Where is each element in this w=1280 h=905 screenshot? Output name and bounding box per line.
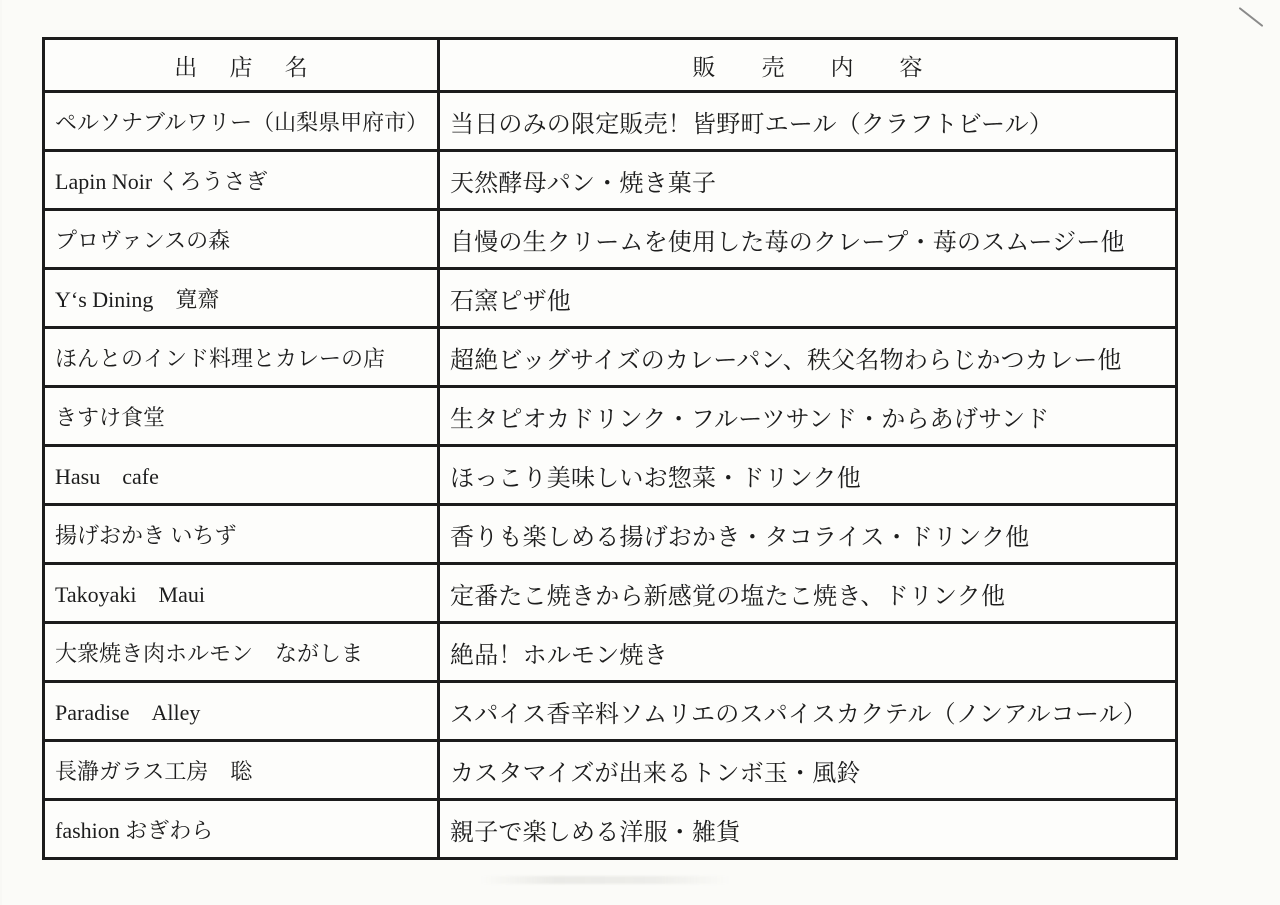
sale-items-cell: 自慢の生クリームを使用した苺のクレープ・苺のスムージー他 — [439, 210, 1177, 269]
shop-name-column-header: 出店名 — [44, 39, 439, 92]
sale-items-cell: 定番たこ焼きから新感覚の塩たこ焼き、ドリンク他 — [439, 564, 1177, 623]
sale-items-cell: 超絶ビッグサイズのカレーパン、秩父名物わらじかつカレー他 — [439, 328, 1177, 387]
shop-name-cell: ほんとのインド料理とカレーの店 — [44, 328, 439, 387]
shop-name-cell: 大衆焼き肉ホルモン ながしま — [44, 623, 439, 682]
table-row — [44, 328, 1177, 387]
shop-name-cell: Lapin Noir くろうさぎ — [44, 151, 439, 210]
table-row — [44, 682, 1177, 741]
shop-name-cell: Takoyaki Maui — [44, 564, 439, 623]
sale-items-cell: ほっこり美味しいお惣菜・ドリンク他 — [439, 446, 1177, 505]
sale-items-cell: 親子で楽しめる洋服・雑貨 — [439, 800, 1177, 859]
shop-name-cell: fashion おぎわら — [44, 800, 439, 859]
sale-items-cell: スパイス香辛料ソムリエのスパイスカクテル（ノンアルコール） — [439, 682, 1177, 741]
sale-items-cell: 石窯ピザ他 — [439, 269, 1177, 328]
table-row — [44, 210, 1177, 269]
table-row — [44, 623, 1177, 682]
shop-name-cell: 揚げおかき いちず — [44, 505, 439, 564]
sale-items-cell: 当日のみの限定販売！皆野町エール（クラフトビール） — [439, 92, 1177, 151]
table-row — [44, 269, 1177, 328]
shop-name-cell: Hasu cafe — [44, 446, 439, 505]
table-row — [44, 151, 1177, 210]
table-row — [44, 505, 1177, 564]
shop-name-cell: プロヴァンスの森 — [44, 210, 439, 269]
table-row — [44, 564, 1177, 623]
vendor-table — [42, 37, 1178, 860]
sale-items-cell: 絶品！ホルモン焼き — [439, 623, 1177, 682]
table-row — [44, 387, 1177, 446]
sale-items-column-header: 販売内容 — [439, 39, 1177, 92]
table-row — [44, 446, 1177, 505]
sale-items-cell: 香りも楽しめる揚げおかき・タコライス・ドリンク他 — [439, 505, 1177, 564]
shop-name-cell: きすけ食堂 — [44, 387, 439, 446]
sale-items-cell: 天然酵母パン・焼き菓子 — [439, 151, 1177, 210]
shop-name-cell: ペルソナブルワリー（山梨県甲府市） — [44, 92, 439, 151]
shop-name-cell: Paradise Alley — [44, 682, 439, 741]
scan-artifact-smudge — [480, 876, 730, 884]
table-header-row — [44, 39, 1177, 92]
sale-items-cell: カスタマイズが出来るトンボ玉・風鈴 — [439, 741, 1177, 800]
scan-artifact-line — [1239, 7, 1264, 27]
shop-name-cell: 長瀞ガラス工房 聡 — [44, 741, 439, 800]
shop-name-cell: Y‘s Dining 寛齋 — [44, 269, 439, 328]
sale-items-cell: 生タピオカドリンク・フルーツサンド・からあげサンド — [439, 387, 1177, 446]
table-row — [44, 741, 1177, 800]
table-row — [44, 92, 1177, 151]
table-row — [44, 800, 1177, 859]
